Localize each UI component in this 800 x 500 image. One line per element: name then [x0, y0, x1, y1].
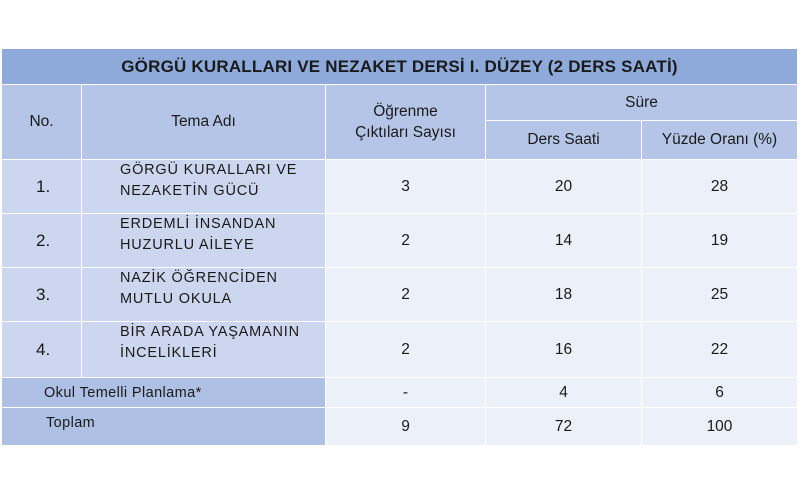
row-theme [82, 268, 326, 322]
header-outcomes-line1: Öğrenme [373, 103, 438, 120]
row-percent: 22 [642, 322, 798, 378]
row-theme-line2: İNCELİKLERİ [120, 345, 218, 361]
row-theme-line2: MUTLU OKULA [120, 291, 232, 307]
table-title: GÖRGÜ KURALLARI VE NEZAKET DERSİ I. DÜZEY (2 DERS SAATİ) [2, 49, 798, 85]
header-outcomes [326, 85, 486, 160]
table-row [2, 160, 798, 214]
row-theme-line1: ERDEMLİ İNSANDAN [120, 216, 277, 232]
header-duration: Süre [486, 85, 798, 121]
total-percent: 100 [642, 408, 798, 446]
header-hours: Ders Saati [486, 121, 642, 160]
row-outcomes: 2 [326, 214, 486, 268]
school-planning-row [2, 378, 798, 408]
school-planning-percent: 6 [642, 378, 798, 408]
row-theme-line2: NEZAKETİN GÜCÜ [120, 183, 260, 199]
header-outcomes-line2: Çıktıları Sayısı [355, 124, 456, 141]
school-planning-hours: 4 [486, 378, 642, 408]
row-theme [82, 214, 326, 268]
row-percent: 28 [642, 160, 798, 214]
row-no: 1. [2, 160, 82, 214]
total-row [2, 408, 798, 446]
school-planning-label: Okul Temelli Planlama* [2, 378, 326, 408]
table-row [2, 214, 798, 268]
total-outcomes: 9 [326, 408, 486, 446]
header-row [2, 85, 798, 160]
total-hours: 72 [486, 408, 642, 446]
row-hours: 20 [486, 160, 642, 214]
header-percent: Yüzde Oranı (%) [642, 121, 798, 160]
row-outcomes: 2 [326, 268, 486, 322]
row-percent: 19 [642, 214, 798, 268]
row-hours: 16 [486, 322, 642, 378]
school-planning-outcomes: - [326, 378, 486, 408]
row-hours: 18 [486, 268, 642, 322]
row-theme-line2: HUZURLU AİLEYE [120, 237, 255, 253]
row-no: 3. [2, 268, 82, 322]
total-label: Toplam [2, 408, 326, 446]
table-title-row [2, 49, 798, 85]
row-no: 4. [2, 322, 82, 378]
row-percent: 25 [642, 268, 798, 322]
header-theme: Tema Adı [82, 85, 326, 160]
row-no: 2. [2, 214, 82, 268]
header-no: No. [2, 85, 82, 160]
table-row [2, 322, 798, 378]
row-theme-line1: BİR ARADA YAŞAMANIN [120, 324, 300, 340]
row-outcomes: 2 [326, 322, 486, 378]
row-theme-line1: NAZİK ÖĞRENCİDEN [120, 270, 278, 286]
row-theme [82, 322, 326, 378]
row-hours: 14 [486, 214, 642, 268]
row-outcomes: 3 [326, 160, 486, 214]
table-row [2, 268, 798, 322]
row-theme-line1: GÖRGÜ KURALLARI VE [120, 162, 298, 178]
row-theme [82, 160, 326, 214]
